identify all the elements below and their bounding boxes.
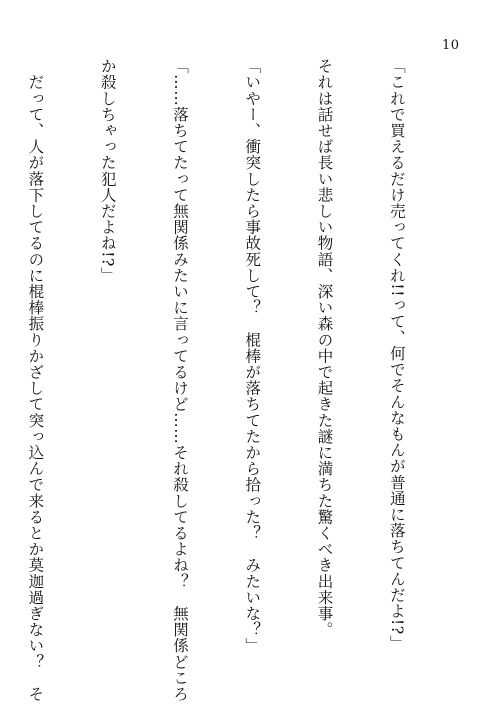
text-line: それは話せば長い悲しい物語、深い森の中で起きた謎に満ちた驚くべき出来事。	[315, 58, 334, 638]
text-line: 「これで買えるだけ売ってくれ!!って、何でそんなもんが普通に落ちてんだよ!?」	[387, 58, 406, 651]
page-number: 10	[442, 38, 460, 53]
text-body	[0, 58, 457, 702]
text-line: だって、人が落下してるのに棍棒振りかざして突っ込んで来るとか莫迦過ぎない？ そ	[26, 58, 45, 702]
text-line: 「……落ちてたって無関係みたいに言ってるけど……それ殺してるよね？ 無関係どころ	[170, 58, 189, 702]
text-line: か殺しちゃった犯人だよね!?」	[98, 58, 117, 284]
text-line: 「いやー、衝突したら事故死して？ 棍棒が落ちてたから拾った？ みたいな？」	[243, 58, 262, 654]
